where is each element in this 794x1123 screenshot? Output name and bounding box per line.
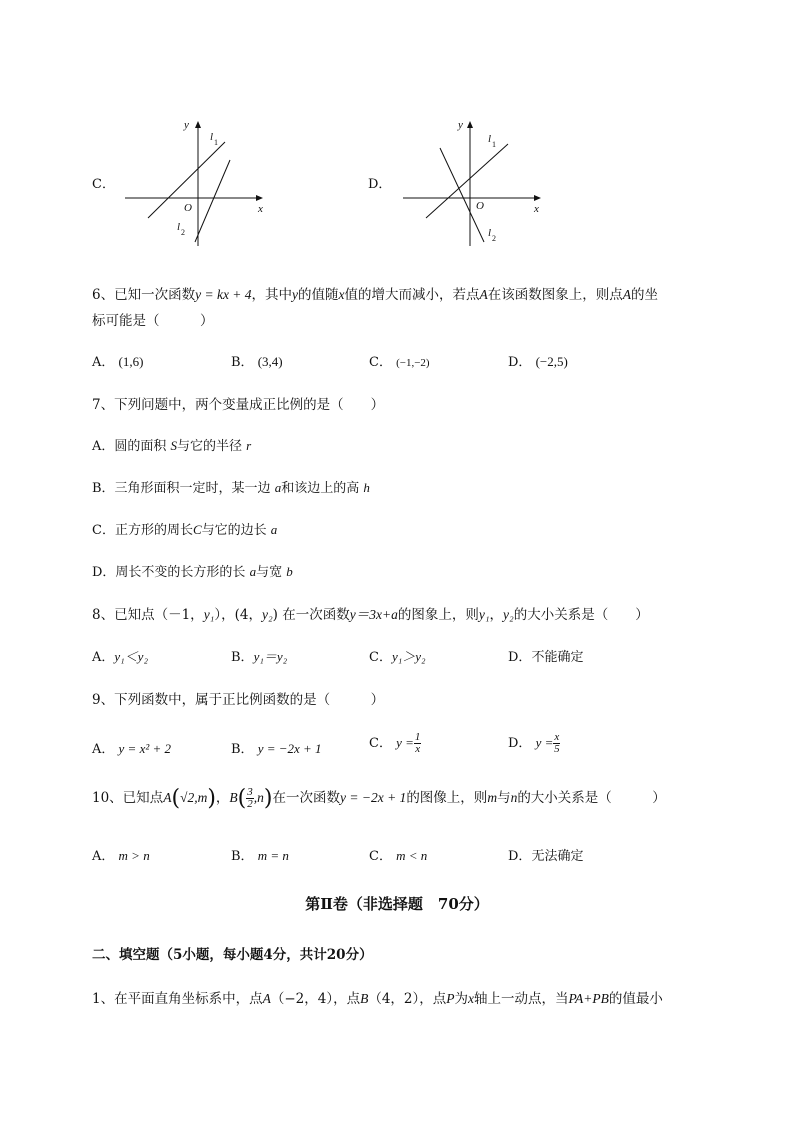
option-value: y = −2x + 1 bbox=[257, 741, 322, 756]
option-value: 无法确定 bbox=[531, 849, 584, 864]
var-m: m bbox=[487, 790, 498, 805]
numerator: x bbox=[554, 731, 560, 743]
q10-text: 10、已知点 bbox=[92, 790, 164, 806]
point-b-coords: ,n bbox=[253, 790, 264, 805]
option-value: m < n bbox=[396, 848, 428, 863]
var: h bbox=[363, 480, 370, 495]
question-10-stem: 10、已知点A(√2,m)，B( $\frac{3}{2}$ ,n)在一次函数y = −2x + 1的图像上，则m与n的大小关系是（ ） bbox=[92, 786, 666, 811]
q8-text: 的大小关系是（ ） bbox=[513, 607, 649, 623]
option-value: y₁＝y₂ bbox=[253, 649, 288, 664]
var-y: y bbox=[292, 287, 299, 302]
fraction bbox=[246, 787, 254, 810]
x-label: x bbox=[534, 203, 539, 215]
q10-text: ， bbox=[215, 790, 230, 806]
option-label: C． bbox=[369, 355, 392, 370]
option-value: (−1,−2) bbox=[396, 357, 430, 369]
var: a bbox=[270, 522, 278, 537]
option-value: y = bbox=[396, 735, 414, 750]
question-9-stem: 9、下列函数中，属于正比例函数的是（ ） bbox=[92, 692, 385, 708]
option-text: 与它的边长 bbox=[201, 523, 271, 538]
option-label: C． bbox=[369, 849, 392, 864]
option-label: A． bbox=[92, 650, 115, 665]
denominator: 2 bbox=[247, 798, 253, 810]
option-value: y = x² + 2 bbox=[118, 741, 172, 756]
var-y1: y₁ bbox=[203, 607, 215, 622]
option-value: 不能确定 bbox=[531, 650, 584, 665]
option-value: (−2,5) bbox=[535, 354, 568, 369]
line-l1 bbox=[426, 144, 508, 218]
q10-text: 的图像上，则 bbox=[406, 790, 488, 806]
q6-text: 值的增大而减小，若点 bbox=[344, 287, 480, 303]
fraction bbox=[414, 732, 422, 755]
var: r bbox=[246, 438, 252, 453]
q8-text: ），(4， bbox=[214, 607, 262, 623]
point-a: A bbox=[479, 287, 488, 302]
option-label: D． bbox=[508, 849, 532, 864]
q8-function: y＝3x+a bbox=[349, 607, 398, 622]
q10-option-d[interactable] bbox=[508, 845, 583, 864]
l2-sub: 2 bbox=[492, 234, 496, 243]
q7-option-c[interactable] bbox=[92, 519, 277, 538]
point-a: A bbox=[622, 287, 632, 302]
q10-option-a[interactable] bbox=[92, 845, 150, 864]
q7-option-b[interactable] bbox=[92, 477, 370, 496]
l1-sub: 1 bbox=[214, 138, 218, 147]
graph-d bbox=[398, 112, 548, 252]
q7-option-a[interactable] bbox=[92, 435, 251, 454]
option-text: 与宽 bbox=[256, 565, 287, 580]
q10-text: 与 bbox=[497, 790, 511, 806]
y-label: y bbox=[184, 119, 189, 131]
var: C bbox=[192, 522, 202, 537]
option-text: D．周长不变的长方形的长 bbox=[92, 565, 250, 580]
q6-option-a[interactable] bbox=[92, 351, 143, 370]
option-value: y₁＜y₂ bbox=[114, 649, 148, 664]
option-text: 与它的半径 bbox=[177, 439, 247, 454]
q10-text: 在一次函数 bbox=[272, 790, 340, 806]
option-label: A． bbox=[92, 849, 115, 864]
numerator: 1 bbox=[414, 731, 421, 743]
question-6-stem-line2: 标可能是（ ） bbox=[92, 313, 214, 329]
denominator: x bbox=[415, 743, 421, 755]
option-text: 和该边上的高 bbox=[281, 481, 364, 496]
q8-option-c[interactable] bbox=[369, 646, 426, 665]
option-value: m = n bbox=[257, 848, 289, 863]
point-a: A bbox=[163, 790, 172, 805]
var-x: x bbox=[338, 287, 345, 302]
q1-text: （−2，4），点 bbox=[270, 991, 361, 1007]
var: S bbox=[170, 438, 178, 453]
q1-expression: PA+PB bbox=[568, 991, 609, 1006]
denominator: 5 bbox=[554, 743, 560, 755]
q6-option-c[interactable] bbox=[369, 351, 430, 370]
option-label: B． bbox=[231, 650, 254, 665]
option-label: D． bbox=[508, 736, 532, 751]
q8-option-b[interactable] bbox=[231, 646, 287, 665]
var: a bbox=[249, 564, 257, 579]
x-label: x bbox=[258, 203, 263, 215]
q7-option-d[interactable] bbox=[92, 561, 293, 580]
question-6-stem bbox=[92, 283, 658, 303]
line-l2 bbox=[195, 160, 230, 242]
q6-text: ，其中 bbox=[251, 287, 293, 303]
q6-option-d[interactable] bbox=[508, 351, 568, 370]
l2-sub: 2 bbox=[181, 228, 185, 237]
origin-label: O bbox=[184, 202, 192, 214]
var: b bbox=[286, 564, 293, 579]
q10-function: y = −2x + 1 bbox=[339, 790, 407, 805]
option-d-label: D． bbox=[368, 177, 392, 192]
option-text: C．正方形的周长 bbox=[92, 523, 193, 538]
graph-c bbox=[120, 112, 270, 252]
option-text: A．圆的面积 bbox=[92, 439, 171, 454]
q6-text: 的坐 bbox=[631, 287, 659, 303]
option-label: B． bbox=[231, 742, 254, 757]
part-2-title: 第Ⅱ卷（非选择题 70分） bbox=[305, 895, 489, 913]
option-c-label: C． bbox=[92, 177, 115, 192]
q1-text: （4，2），点 bbox=[368, 991, 447, 1007]
question-8-stem bbox=[92, 603, 649, 623]
option-label: B． bbox=[231, 849, 254, 864]
fraction bbox=[553, 732, 560, 755]
line-l2 bbox=[440, 148, 484, 242]
var-y2: y₂ bbox=[503, 607, 514, 622]
option-value: y₁＞y₂ bbox=[391, 649, 426, 664]
l1-label: l bbox=[488, 133, 492, 145]
l2-label: l bbox=[177, 221, 181, 233]
q1-text: 1、在平面直角坐标系中，点 bbox=[92, 991, 263, 1007]
q8-option-a[interactable] bbox=[92, 646, 148, 665]
option-value: (1,6) bbox=[118, 354, 144, 369]
question-7-stem: 7、下列问题中，两个变量成正比例的是（ ） bbox=[92, 397, 385, 413]
q6-text: 在该函数图象上，则点 bbox=[487, 287, 623, 303]
q8-text: ) 在一次函数 bbox=[272, 607, 350, 623]
point-a: A bbox=[262, 991, 271, 1006]
option-label: A． bbox=[92, 355, 115, 370]
q8-option-d[interactable] bbox=[508, 646, 583, 665]
var-n: n bbox=[510, 790, 518, 805]
q6-option-b[interactable] bbox=[231, 351, 283, 370]
option-label: B． bbox=[231, 355, 254, 370]
option-value: y = bbox=[535, 735, 554, 750]
l2-label: l bbox=[488, 227, 492, 239]
q1-text: 的值最小 bbox=[608, 991, 663, 1007]
var-x: x bbox=[468, 991, 475, 1006]
var-y2: y₂ bbox=[261, 607, 273, 622]
option-label: C． bbox=[369, 736, 392, 751]
option-value: m > n bbox=[118, 848, 150, 863]
option-label: C． bbox=[369, 650, 392, 665]
q9-option-b[interactable] bbox=[231, 738, 322, 757]
q10-option-c[interactable] bbox=[369, 845, 427, 864]
q8-text: 的图象上，则 bbox=[397, 607, 479, 623]
q9-option-d[interactable] bbox=[508, 732, 560, 755]
q10-option-b[interactable] bbox=[231, 845, 289, 864]
q10-text: 的大小关系是（ ） bbox=[517, 790, 666, 806]
option-label: D． bbox=[508, 355, 532, 370]
option-value: (3,4) bbox=[257, 354, 283, 369]
q6-text: 的值随 bbox=[298, 287, 339, 303]
q6-text: 6、已知一次函数 bbox=[92, 287, 196, 303]
l1-label: l bbox=[210, 131, 214, 143]
section-2-heading: 二、填空题（5小题，每小题4分，共计20分） bbox=[92, 947, 373, 963]
var: a bbox=[274, 480, 282, 495]
q9-option-a[interactable] bbox=[92, 738, 171, 757]
q8-text: 8、已知点（－1， bbox=[92, 607, 204, 623]
fill-question-1 bbox=[92, 987, 663, 1007]
var-y1: y₁ bbox=[478, 607, 490, 622]
q1-text: 轴上一动点，当 bbox=[474, 991, 569, 1007]
option-label: A． bbox=[92, 742, 115, 757]
point-a-coords: √2,m bbox=[180, 790, 208, 805]
option-label: D． bbox=[508, 650, 532, 665]
point-b: B bbox=[360, 991, 369, 1006]
point-p: P bbox=[446, 991, 455, 1006]
q8-text: ， bbox=[489, 607, 504, 623]
q9-option-c[interactable] bbox=[369, 732, 421, 755]
point-b: B bbox=[229, 790, 238, 805]
y-label: y bbox=[458, 119, 463, 131]
q6-function: y = kx + 4 bbox=[195, 287, 252, 302]
origin-label: O bbox=[476, 200, 484, 212]
l1-sub: 1 bbox=[492, 140, 496, 149]
numerator: 3 bbox=[247, 786, 253, 798]
option-text: B．三角形面积一定时，某一边 bbox=[92, 481, 275, 496]
q1-text: 为 bbox=[454, 991, 469, 1007]
